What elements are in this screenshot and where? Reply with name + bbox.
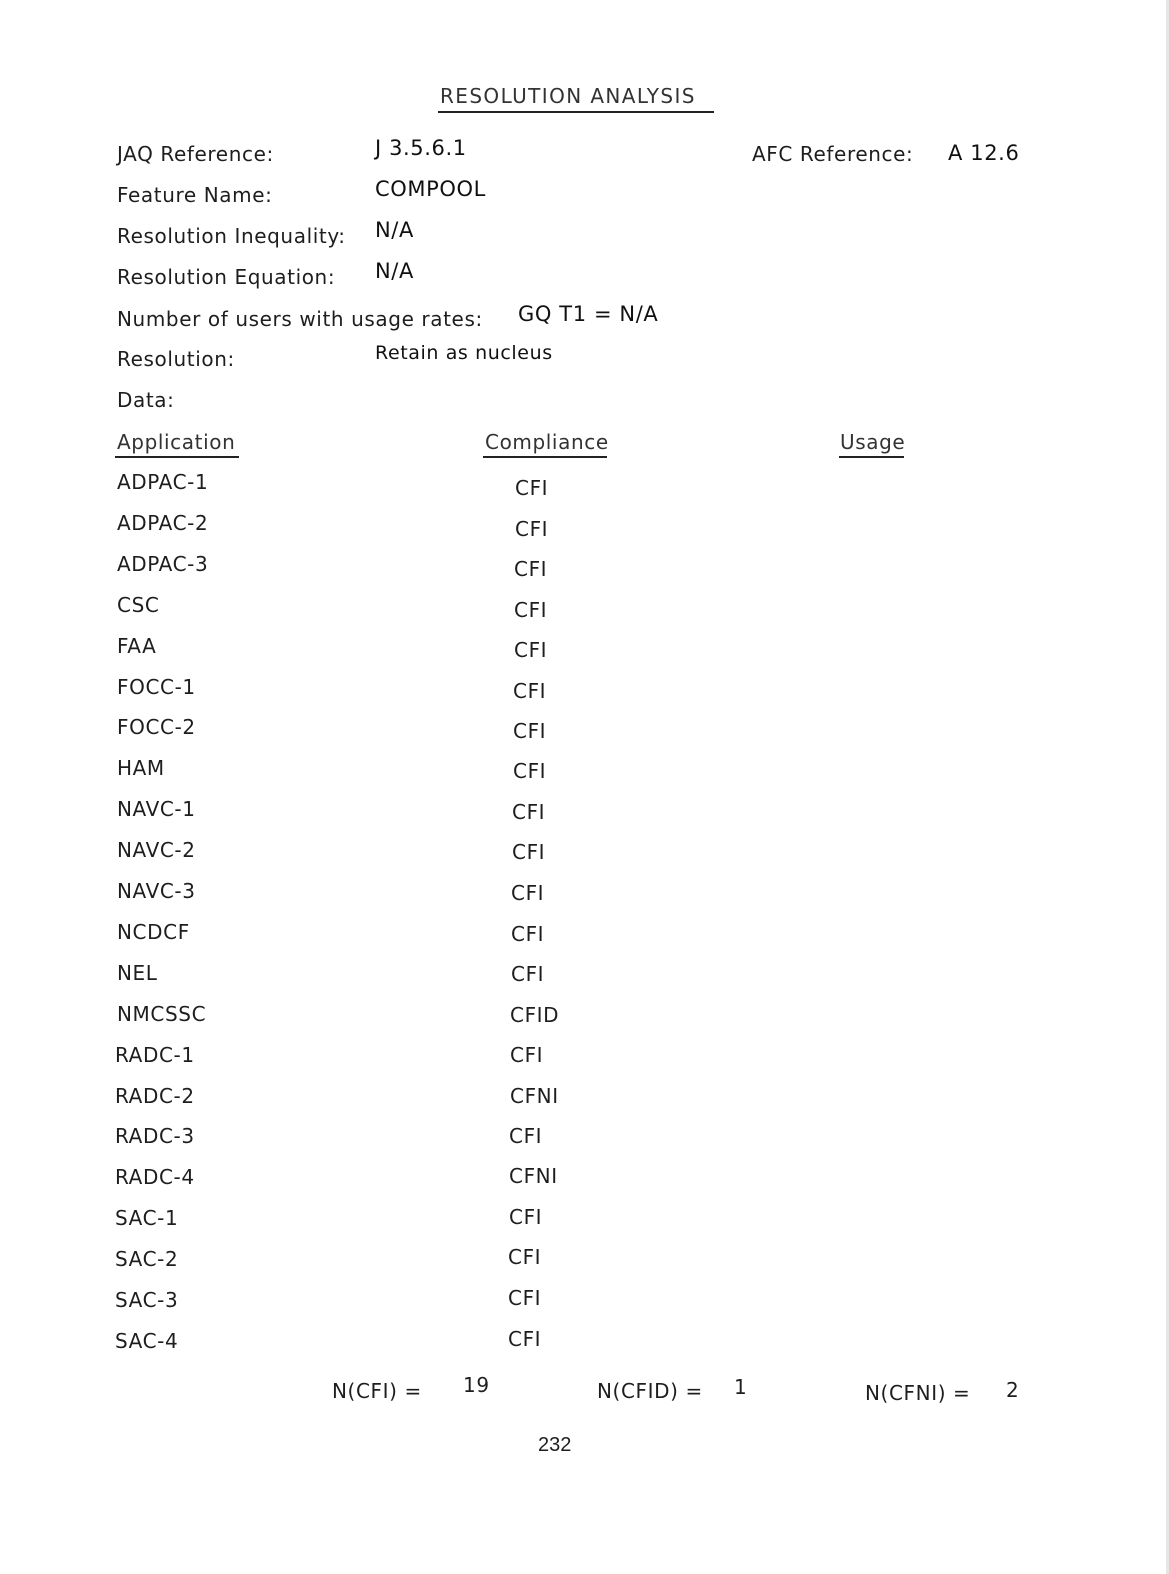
total-cfid-label: N(CFID) = — [597, 1379, 703, 1403]
table-row-application: HAM — [117, 756, 165, 780]
table-row-application: SAC-4 — [115, 1329, 179, 1353]
data-label: Data: — [117, 388, 175, 412]
resolution-inequality-label: Resolution Inequality: — [117, 224, 346, 248]
table-row-application: SAC-2 — [115, 1247, 179, 1271]
table-row-compliance: CFI — [512, 800, 546, 824]
feature-name-label: Feature Name: — [117, 183, 273, 207]
table-row-application: RADC-3 — [115, 1124, 195, 1148]
table-row-compliance: CFI — [513, 759, 547, 783]
usage-header-underline — [839, 456, 904, 458]
table-row-application: RADC-1 — [115, 1043, 195, 1067]
resolution-value: Retain as nucleus — [375, 342, 553, 364]
table-row-application: NMCSSC — [117, 1002, 207, 1026]
table-row-application: NEL — [117, 961, 158, 985]
table-row-compliance: CFI — [509, 1205, 543, 1229]
users-usage-label: Number of users with usage rates: — [117, 307, 483, 331]
table-row-compliance: CFID — [510, 1003, 560, 1027]
resolution-equation-label: Resolution Equation: — [117, 265, 336, 289]
table-row-compliance: CFI — [511, 962, 545, 986]
resolution-equation-value: N/A — [375, 259, 414, 283]
page-number: 232 — [538, 1434, 572, 1456]
total-cfi-label: N(CFI) = — [332, 1379, 422, 1403]
table-row-application: NAVC-2 — [117, 838, 196, 862]
afc-reference-label: AFC Reference: — [752, 142, 914, 166]
table-row-compliance: CFI — [512, 840, 546, 864]
table-row-application: FOCC-1 — [117, 675, 196, 699]
afc-reference-value: A 12.6 — [948, 141, 1020, 165]
table-row-compliance: CFI — [511, 922, 545, 946]
table-row-compliance: CFI — [514, 557, 548, 581]
table-row-compliance: CFI — [509, 1124, 543, 1148]
table-row-compliance: CFI — [515, 476, 549, 500]
table-row-application: ADPAC-2 — [117, 511, 209, 535]
column-header-compliance: Compliance — [485, 430, 609, 454]
table-row-application: FAA — [117, 634, 157, 658]
feature-name-value: COMPOOL — [375, 177, 486, 201]
table-row-compliance: CFI — [513, 679, 547, 703]
table-row-application: FOCC-2 — [117, 715, 196, 739]
table-row-application: ADPAC-3 — [117, 552, 209, 576]
resolution-label: Resolution: — [117, 347, 235, 371]
table-row-application: ADPAC-1 — [117, 470, 209, 494]
total-cfni-label: N(CFNI) = — [865, 1381, 971, 1405]
total-cfni-value: 2 — [1006, 1378, 1020, 1402]
jaq-reference-value: J 3.5.6.1 — [375, 136, 467, 160]
table-row-compliance: CFNI — [510, 1084, 559, 1108]
table-row-compliance: CFI — [515, 517, 549, 541]
users-usage-value: GQ T1 = N/A — [518, 302, 659, 326]
compliance-header-underline — [483, 456, 607, 458]
table-row-application: SAC-3 — [115, 1288, 179, 1312]
table-row-compliance: CFI — [511, 881, 545, 905]
table-row-application: CSC — [117, 593, 160, 617]
table-row-compliance: CFI — [514, 598, 548, 622]
page-title: RESOLUTION ANALYSIS — [440, 84, 696, 108]
title-underline — [438, 111, 714, 113]
table-row-compliance: CFI — [513, 719, 547, 743]
table-row-application: NCDCF — [117, 920, 190, 944]
table-row-application: RADC-4 — [115, 1165, 195, 1189]
table-row-application: RADC-2 — [115, 1084, 195, 1108]
table-row-compliance: CFI — [508, 1286, 542, 1310]
table-row-application: NAVC-3 — [117, 879, 196, 903]
table-row-compliance: CFI — [508, 1245, 542, 1269]
column-header-usage: Usage — [840, 430, 906, 454]
application-header-underline — [115, 456, 239, 458]
table-row-application: SAC-1 — [115, 1206, 179, 1230]
total-cfid-value: 1 — [734, 1375, 748, 1399]
resolution-inequality-value: N/A — [375, 218, 414, 242]
total-cfi-value: 19 — [463, 1373, 490, 1397]
column-header-application: Application — [117, 430, 236, 454]
jaq-reference-label: JAQ Reference: — [117, 142, 274, 166]
table-row-compliance: CFI — [508, 1327, 542, 1351]
table-row-compliance: CFNI — [509, 1164, 558, 1188]
table-row-compliance: CFI — [510, 1043, 544, 1067]
table-row-application: NAVC-1 — [117, 797, 196, 821]
table-row-compliance: CFI — [514, 638, 548, 662]
